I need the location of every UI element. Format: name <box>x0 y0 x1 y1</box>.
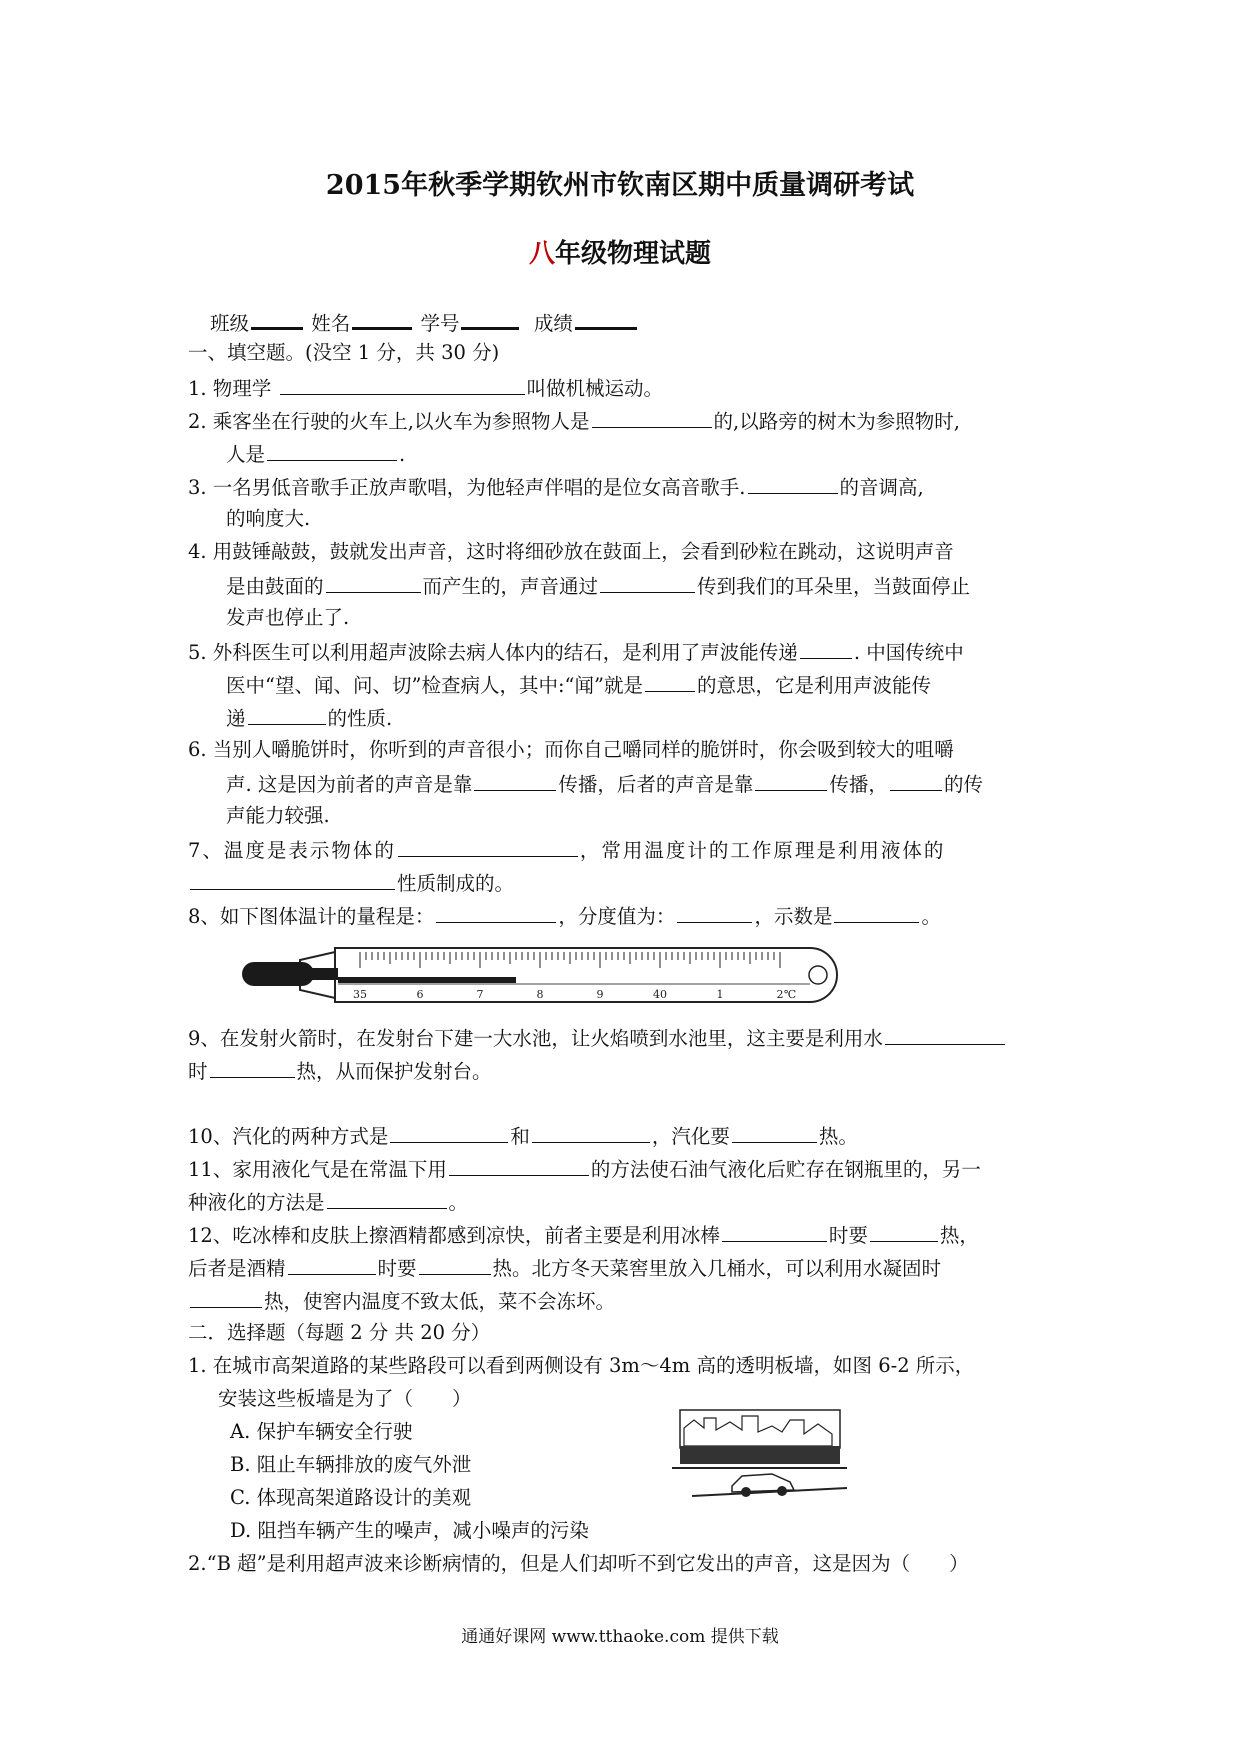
q10-text: 10、汽化的两种方式是 <box>188 1125 389 1148</box>
section2-heading: 二．选择题（每题 2 分 共 20 分） <box>188 1321 491 1344</box>
choice-question-2: 2.“B 超”是利用超声波来诊断病情的，但是人们却听不到它发出的声音，这是因为（ ） <box>188 1552 969 1575</box>
class-label: 班级 <box>210 312 250 335</box>
q2-blank-1[interactable] <box>592 405 712 428</box>
q6-blank-3[interactable] <box>890 768 942 791</box>
q11-blank-2[interactable] <box>327 1186 447 1209</box>
q6-text-3: 传播，后者的声音是靠 <box>558 773 754 796</box>
question-2-cont <box>226 438 405 470</box>
q12-blank-2[interactable] <box>870 1219 938 1242</box>
mercury-column <box>338 977 516 983</box>
question-1 <box>188 372 663 404</box>
q4-text-2: 是由鼓面的 <box>226 575 324 598</box>
q12-text-3: 热， <box>939 1224 979 1247</box>
question-10 <box>188 1120 858 1152</box>
thermometer-bulb <box>242 962 314 986</box>
q2-text-2: 的,以路旁的树木为参照物时, <box>713 410 960 433</box>
scale-label: 35 <box>353 988 367 1001</box>
number-blank[interactable] <box>461 305 519 330</box>
scale-label: 40 <box>653 988 667 1001</box>
question-11-cont <box>188 1186 468 1218</box>
q11-text-4: 。 <box>448 1191 469 1214</box>
q7-text-3: 性质制成的。 <box>397 872 515 895</box>
scale-label: 8 <box>536 988 544 1001</box>
q12-blank-1[interactable] <box>722 1219 827 1242</box>
q12-blank-5[interactable] <box>190 1285 262 1308</box>
q7-text: 7、温度是表示物体的 <box>188 839 396 862</box>
q11-text-2: 的方法使石油气液化后贮存在钢瓶里的，另一 <box>590 1158 981 1181</box>
q1-text: 1. 物理学 <box>188 377 272 400</box>
student-info-line <box>210 305 639 339</box>
number-label: 学号 <box>420 312 460 335</box>
choice-question-1-cont: 安装这些板墙是为了（ ） <box>218 1387 472 1410</box>
q2-text-4: . <box>399 443 406 466</box>
q5-text-5: 递 <box>226 707 246 730</box>
grade-number: 八 <box>528 239 555 269</box>
q5-text: 5. 外科医生可以利用超声波除去病人体内的结石，是利用了声波能传递 <box>188 641 798 664</box>
q9-blank-1[interactable] <box>885 1022 1005 1045</box>
q12-blank-3[interactable] <box>288 1252 376 1275</box>
section1-heading: 一、填空题。(没空 1 分，共 30 分) <box>188 341 500 364</box>
question-5-cont-2 <box>226 702 392 734</box>
question-4: 4. 用鼓锤敲鼓，鼓就发出声音，这时将细砂放在鼓面上，会看到砂粒在跳动，这说明声音 <box>188 540 954 563</box>
q12-text-2: 时要 <box>828 1224 868 1247</box>
question-12-cont-2 <box>188 1285 615 1317</box>
q5-blank-1[interactable] <box>800 636 852 659</box>
question-12 <box>188 1219 979 1251</box>
option-a[interactable]: A. 保护车辆安全行驶 <box>230 1420 413 1443</box>
question-2 <box>188 405 960 437</box>
question-3 <box>188 471 924 503</box>
q12-text-5: 时要 <box>377 1257 417 1280</box>
q6-text-2: 声. 这是因为前者的声音是靠 <box>226 773 473 796</box>
score-blank[interactable] <box>575 305 637 330</box>
q4-text-4: 传到我们的耳朵里，当鼓面停止 <box>697 575 971 598</box>
q10-blank-2[interactable] <box>532 1120 650 1143</box>
q9-text-2: 时 <box>188 1060 208 1083</box>
q5-text-6: 的性质. <box>327 707 393 730</box>
thermometer-figure <box>240 940 840 1010</box>
q9-blank-2[interactable] <box>210 1055 295 1078</box>
question-3-cont: 的响度大. <box>226 507 311 530</box>
question-7 <box>188 834 945 866</box>
q8-text-4: 。 <box>921 905 941 928</box>
class-blank[interactable] <box>251 305 303 330</box>
scale-label: 7 <box>476 988 484 1001</box>
q4-text-3: 而产生的，声音通过 <box>422 575 599 598</box>
q7-text-2: ，常用温度计的工作原理是利用液体的 <box>579 839 946 862</box>
scale-label: 2 <box>776 988 784 1001</box>
question-7-cont <box>188 867 514 899</box>
q10-blank-1[interactable] <box>390 1120 508 1143</box>
q3-text: 3. 一名男低音歌手正放声歌唱，为他轻声伴唱的是位女高音歌手. <box>188 476 746 499</box>
q5-text-4: 的意思，它是利用声波能传 <box>696 674 931 697</box>
q3-text-2: 的音调高, <box>839 476 924 499</box>
q11-text: 11、家用液化气是在常温下用 <box>188 1158 447 1181</box>
subtitle-rest: 年级物理试题 <box>555 239 712 269</box>
choice-question-1: 1. 在城市高架道路的某些路段可以看到两侧设有 3m～4m 高的透明板墙，如图 6-2 所示， <box>188 1354 975 1377</box>
q1-blank[interactable] <box>280 372 525 395</box>
q10-blank-3[interactable] <box>732 1120 817 1143</box>
q12-text-6: 热。北方冬天菜窖里放入几桶水，可以利用水凝固时 <box>492 1257 942 1280</box>
q5-blank-3[interactable] <box>248 702 326 725</box>
question-9 <box>188 1022 1007 1054</box>
q5-blank-2[interactable] <box>645 669 695 692</box>
q1-text-end: 叫做机械运动。 <box>526 377 664 400</box>
q9-text-3: 热，从而保护发射台。 <box>296 1060 492 1083</box>
q7-blank-2[interactable] <box>190 867 395 890</box>
q4-blank-2[interactable] <box>600 570 695 593</box>
scale-label: 9 <box>596 988 604 1001</box>
name-label: 姓名 <box>311 312 351 335</box>
option-c[interactable]: C. 体现高架道路设计的美观 <box>230 1486 472 1509</box>
question-6-cont <box>226 768 983 800</box>
name-blank[interactable] <box>352 305 412 330</box>
q12-blank-4[interactable] <box>419 1252 491 1275</box>
question-8 <box>188 900 941 932</box>
q6-text-5: 的传 <box>943 773 983 796</box>
q5-text-3: 医中“望、闻、问、切”检查病人，其中:“闻”就是 <box>226 674 643 697</box>
q8-blank-2[interactable] <box>677 900 752 923</box>
q11-text-3: 种液化的方法是 <box>188 1191 325 1214</box>
q9-text: 9、在发射火箭时，在发射台下建一大水池，让火焰喷到水池里，这主要是利用水 <box>188 1027 883 1050</box>
option-b[interactable]: B. 阻止车辆排放的废气外泄 <box>230 1453 472 1476</box>
question-4-cont <box>226 570 970 602</box>
q12-text-4: 后者是酒精 <box>188 1257 286 1280</box>
q8-text-2: ，分度值为： <box>558 905 676 928</box>
q6-text-4: 传播， <box>829 773 888 796</box>
question-5 <box>188 636 964 668</box>
q10-text-2: 和 <box>510 1125 530 1148</box>
unit-label: ℃ <box>783 988 797 1001</box>
q3-blank[interactable] <box>748 471 838 494</box>
q7-blank-1[interactable] <box>398 834 578 857</box>
q8-text-3: ，示数是 <box>754 905 833 928</box>
q11-blank-1[interactable] <box>449 1153 589 1176</box>
question-12-cont <box>188 1252 941 1284</box>
q2-text: 2. 乘客坐在行驶的火车上,以火车为参照物人是 <box>188 410 590 433</box>
exam-title: 2015年秋季学期钦州市钦南区期中质量调研考试 <box>325 170 915 201</box>
q2-blank-2[interactable] <box>267 438 397 461</box>
q10-text-4: 热。 <box>818 1125 858 1148</box>
q8-blank-3[interactable] <box>834 900 919 923</box>
q12-text: 12、吃冰棒和皮肤上擦酒精都感到凉快，前者主要是利用冰棒 <box>188 1224 720 1247</box>
q10-text-3: ，汽化要 <box>651 1125 730 1148</box>
option-d[interactable]: D. 阻挡车辆产生的噪声，减小噪声的污染 <box>230 1519 589 1542</box>
exam-subtitle <box>0 233 1240 270</box>
scale-label: 1 <box>716 988 724 1001</box>
q6-blank-2[interactable] <box>755 768 827 791</box>
q8-text: 8、如下图体温计的量程是： <box>188 905 435 928</box>
scale-label: 6 <box>416 988 424 1001</box>
question-4-cont-2: 发声也停止了. <box>226 606 350 629</box>
q8-blank-1[interactable] <box>436 900 556 923</box>
highway-barrier-figure <box>672 1408 852 1500</box>
question-5-cont <box>226 669 931 701</box>
q2-text-3: 人是 <box>226 443 266 466</box>
question-11 <box>188 1153 981 1185</box>
q4-blank-1[interactable] <box>326 570 421 593</box>
question-6: 6. 当别人嚼脆饼时，你听到的声音很小；而你自己嚼同样的脆饼时，你会吸到较大的咀嚼 <box>188 738 954 761</box>
q5-text-2: . 中国传统中 <box>853 641 964 664</box>
question-6-cont-2: 声能力较强. <box>226 804 330 827</box>
q6-blank-1[interactable] <box>474 768 556 791</box>
question-9-cont <box>188 1055 492 1087</box>
score-label: 成绩 <box>533 312 573 335</box>
page-footer: 通通好课网 www.tthaoke.com 提供下载 <box>461 1627 779 1647</box>
q12-text-7: 热，使窖内温度不致太低，菜不会冻坏。 <box>264 1290 616 1313</box>
